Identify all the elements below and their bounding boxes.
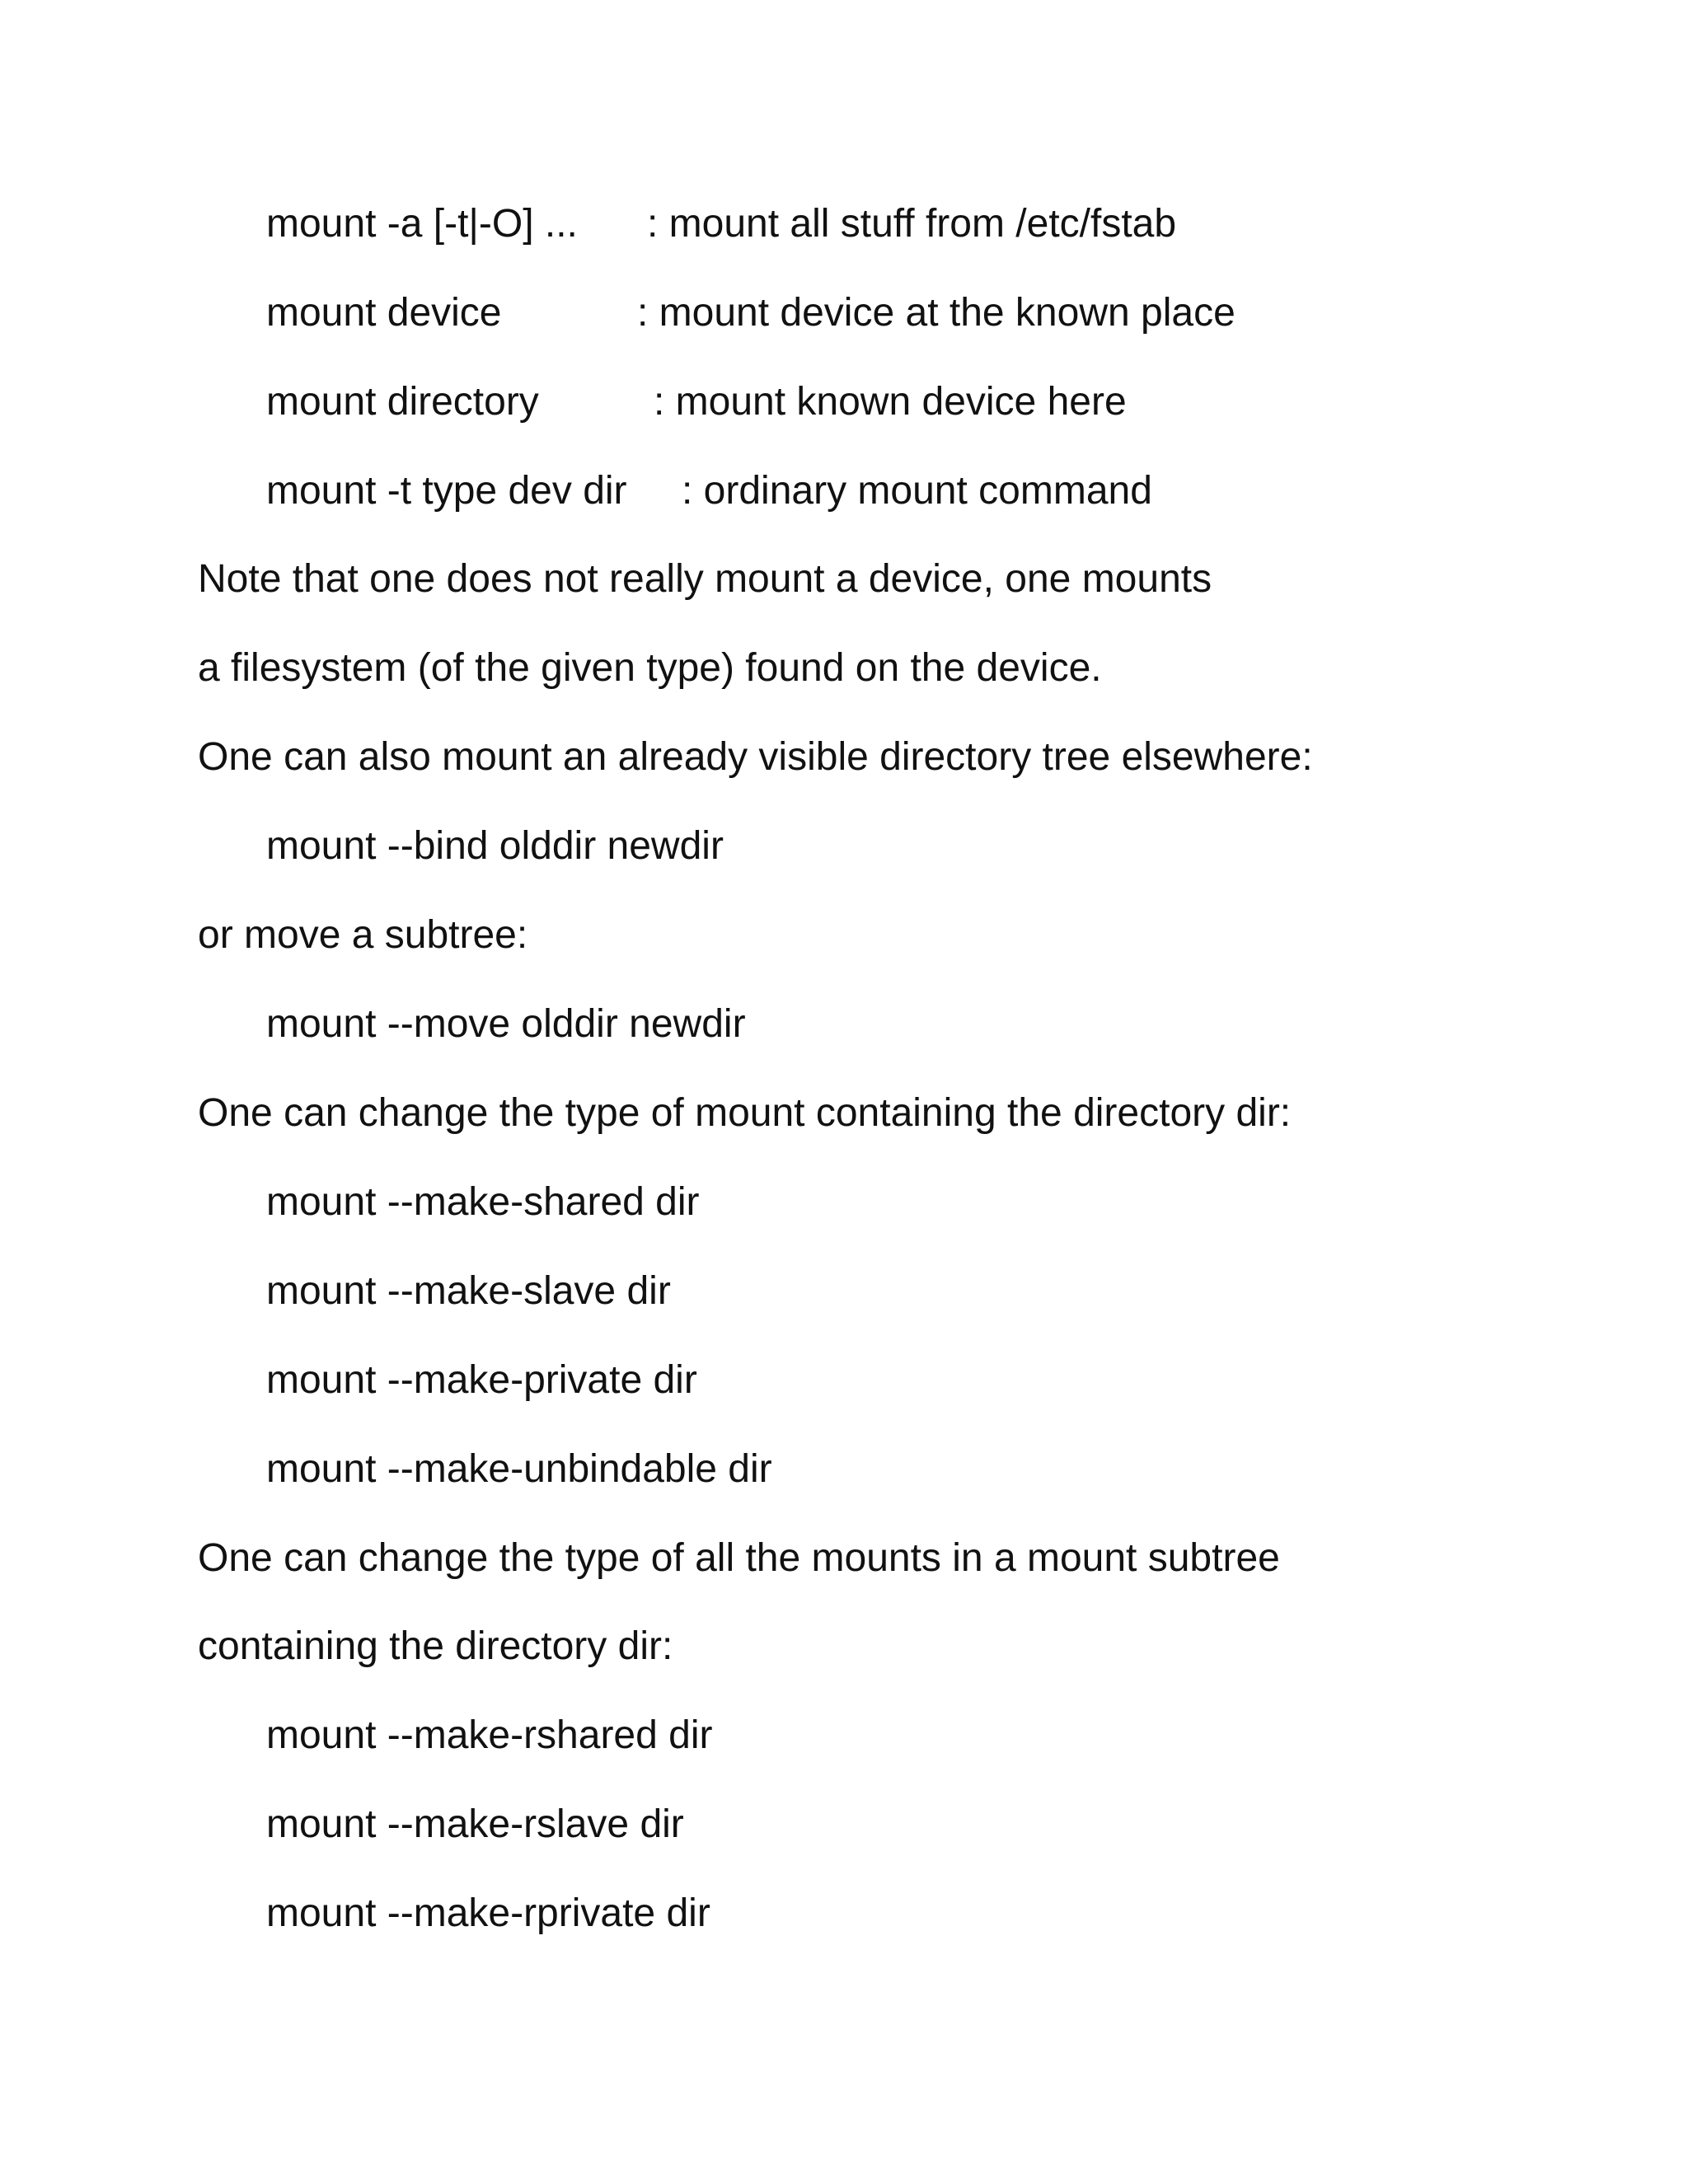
change-intro-text: One can change the type of mount containing the directory dir: [198,1091,1292,1135]
synopsis-description: : mount known device here [654,380,1127,424]
bind-intro-text: One can also mount an already visible directory tree elsewhere: [198,735,1313,779]
change-command: mount --make-unbindable dir [266,1447,772,1491]
synopsis-command: mount device [266,291,502,335]
synopsis-description: : mount all stuff from /etc/fstab [647,202,1177,246]
synopsis-description: : ordinary mount command [682,469,1152,513]
move-command: mount --move olddir newdir [266,1002,746,1046]
synopsis-command: mount directory [266,380,539,424]
recursive-command: mount --make-rprivate dir [266,1891,710,1935]
recursive-command: mount --make-rshared dir [266,1713,713,1757]
note-text: a filesystem (of the given type) found on the device. [198,646,1102,690]
synopsis-description: : mount device at the known place [637,291,1236,335]
synopsis-command: mount -t type dev dir [266,469,627,513]
change-command: mount --make-shared dir [266,1180,700,1224]
recursive-command: mount --make-rslave dir [266,1802,684,1846]
change-command: mount --make-slave dir [266,1269,671,1313]
bind-command: mount --bind olddir newdir [266,824,724,868]
move-intro-text: or move a subtree: [198,913,528,957]
recursive-intro-text: One can change the type of all the mounts in a mount subtree [198,1536,1280,1580]
synopsis-command: mount -a [-t|-O] ... [266,202,578,246]
recursive-intro-text: containing the directory dir: [198,1624,673,1668]
note-text: Note that one does not really mount a device, one mounts [198,557,1212,601]
change-command: mount --make-private dir [266,1358,697,1402]
